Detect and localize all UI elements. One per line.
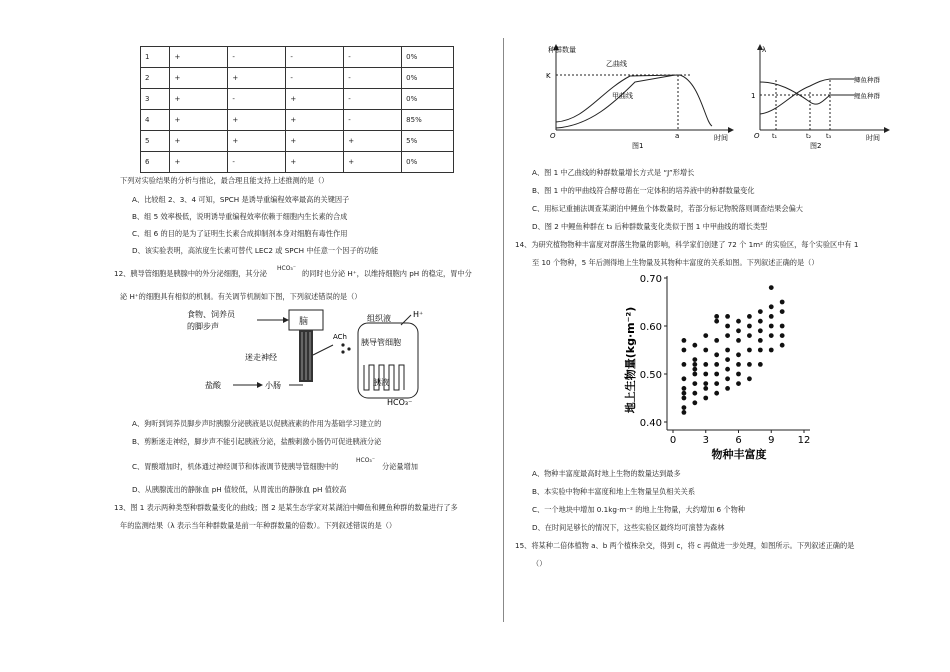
table-cell: 5% bbox=[402, 131, 454, 152]
table-cell: 2 bbox=[141, 68, 170, 89]
fig12-tissue: 组织液 bbox=[367, 314, 391, 323]
data-point bbox=[682, 376, 687, 381]
ach-dot bbox=[341, 350, 344, 353]
q14-line2: 至 10 个物种，5 年后测得地上生物量及其物种丰富度的关系如图。下列叙述正确的是（） bbox=[532, 258, 819, 267]
data-point bbox=[692, 362, 697, 367]
table-row bbox=[141, 68, 454, 89]
data-point bbox=[703, 348, 708, 353]
fig12-food: 食物、饲养员 bbox=[187, 310, 235, 319]
data-point bbox=[769, 285, 774, 290]
table-cell: + bbox=[228, 68, 286, 89]
y-tick-label: 0.50 bbox=[639, 370, 662, 381]
q11-option-c: C、组 6 的目的是为了证明生长素合成抑制剂本身对细胞有毒性作用 bbox=[132, 229, 348, 238]
fig12-juice: 胰液 bbox=[373, 378, 389, 387]
q12-option-c2: 分泌量增加 bbox=[382, 462, 418, 471]
data-point bbox=[714, 338, 719, 343]
q12-option-a: A、狗听到饲养员脚步声时胰腺分泌胰液是以促胰液素的作用为基础学习建立的 bbox=[132, 419, 382, 428]
q12-line1a: 12、胰导管细胞是胰腺中的外分泌细胞，其分泌 bbox=[114, 269, 267, 278]
data-point bbox=[736, 352, 741, 357]
table-row bbox=[141, 89, 454, 110]
data-point bbox=[682, 338, 687, 343]
fig12-hco3: HCO₃⁻ bbox=[387, 398, 413, 407]
q14-line1: 14、为研究植物物种丰富度对群落生物量的影响，科学家们创建了 72 个 1m² 的实验区，每个实验区中有 1 bbox=[515, 240, 859, 249]
data-point bbox=[692, 400, 697, 405]
data-point bbox=[692, 381, 697, 386]
data-point bbox=[758, 309, 763, 314]
table-cell: 5 bbox=[141, 131, 170, 152]
table-cell: + bbox=[170, 131, 228, 152]
table-cell: - bbox=[286, 47, 344, 68]
arrowhead-acid bbox=[257, 382, 263, 388]
data-point bbox=[769, 314, 774, 319]
q15-line1: 15、将某种二倍体植物 a、b 两个植株杂交，得到 c，将 c 再做进一步处理，如图所示。下列叙述正确的是 bbox=[515, 541, 855, 550]
table-cell: - bbox=[286, 68, 344, 89]
x-tick-label: 3 bbox=[702, 435, 709, 446]
q12-line2: 泌 H⁺的细胞具有相似的机制。有关调节机制如下图，下列叙述错误的是（） bbox=[120, 292, 362, 301]
data-point bbox=[780, 324, 785, 329]
y-tick-label: 0.70 bbox=[639, 274, 662, 285]
table-row bbox=[141, 110, 454, 131]
fig1-a: a bbox=[675, 132, 680, 140]
table-cell: 3 bbox=[141, 89, 170, 110]
fig2-ylabel: λ bbox=[762, 46, 767, 54]
data-point bbox=[725, 348, 730, 353]
table-cell: - bbox=[344, 68, 402, 89]
data-point bbox=[758, 348, 763, 353]
data-point bbox=[758, 362, 763, 367]
fig1-curve-a bbox=[556, 75, 675, 128]
data-point bbox=[725, 314, 730, 319]
table-cell: - bbox=[344, 110, 402, 131]
q15-line2: （） bbox=[532, 559, 547, 568]
q13-line1: 13、图 1 表示两种类型种群数量变化的曲线；图 2 是某生态学家对某湖泊中鲫鱼和鲤鱼种群的数量进行了多 bbox=[114, 503, 458, 512]
x-axis-label: 物种丰富度 bbox=[711, 448, 767, 461]
data-point bbox=[736, 372, 741, 377]
table-cell: + bbox=[286, 131, 344, 152]
y-tick-label: 0.60 bbox=[639, 322, 662, 333]
x-tick-label: 9 bbox=[768, 435, 775, 446]
data-point bbox=[780, 343, 785, 348]
table-cell: + bbox=[170, 47, 228, 68]
fig1-ylabel: 种群数量 bbox=[548, 46, 576, 54]
q11-option-d: D、该实验表明，高浓度生长素可替代 LEC2 或 SPCH 中任意一个因子的功能 bbox=[132, 246, 379, 255]
fig1-xlabel: 时间 bbox=[714, 134, 728, 142]
data-point bbox=[682, 348, 687, 353]
q14-option-b: B、本实验中物种丰富度和地上生物量呈负相关关系 bbox=[532, 487, 696, 496]
data-point bbox=[736, 338, 741, 343]
fig2-curve-carp bbox=[760, 82, 854, 104]
fig2-s1: 鲫鱼种群 bbox=[854, 76, 880, 84]
data-point bbox=[725, 333, 730, 338]
experiment-table bbox=[140, 46, 454, 173]
table-cell: - bbox=[344, 47, 402, 68]
fig2-one: 1 bbox=[751, 92, 756, 100]
table-row bbox=[141, 152, 454, 173]
data-point bbox=[714, 381, 719, 386]
fig12-footstep: 的脚步声 bbox=[187, 322, 219, 331]
data-point bbox=[714, 319, 719, 324]
arrow-to-cell bbox=[313, 345, 333, 355]
data-point bbox=[725, 376, 730, 381]
fig1-x-arrow bbox=[728, 127, 734, 133]
table-cell: + bbox=[286, 110, 344, 131]
table-cell: - bbox=[228, 152, 286, 173]
fig2-s2: 鲤鱼种群 bbox=[854, 92, 880, 100]
q12-option-b: B、剪断迷走神经，脚步声不能引起胰液分泌，盐酸刺激小肠仍可促进胰液分泌 bbox=[132, 437, 382, 446]
table-cell: + bbox=[228, 110, 286, 131]
table-cell: + bbox=[344, 131, 402, 152]
q13-option-b: B、图 1 中的甲曲线符合酵母菌在一定体积的培养液中的种群数量变化 bbox=[532, 186, 755, 195]
data-point bbox=[769, 348, 774, 353]
table-cell: - bbox=[228, 89, 286, 110]
table-cell: 0% bbox=[402, 47, 454, 68]
data-point bbox=[714, 362, 719, 367]
table-cell: + bbox=[286, 152, 344, 173]
table-cell: 85% bbox=[402, 110, 454, 131]
q14-option-d: D、在时间足够长的情况下，这些实验区最终均可演替为森林 bbox=[532, 523, 725, 532]
fig2-curve-crucian bbox=[760, 79, 854, 114]
q11-option-a: A、比较组 2、3、4 可知，SPCH 是诱导重编程效率最高的关键因子 bbox=[132, 195, 350, 204]
data-point bbox=[725, 324, 730, 329]
fig1-caption: 图1 bbox=[632, 142, 644, 150]
q14-option-c: C、一个地块中增加 0.1kg·m⁻² 的地上生物量，大约增加 6 个物种 bbox=[532, 505, 745, 514]
fig2-t2: t₂ bbox=[806, 132, 812, 140]
data-point bbox=[703, 381, 708, 386]
data-point bbox=[692, 391, 697, 396]
data-point bbox=[747, 333, 752, 338]
q13-option-c: C、用标记重捕法调查某湖泊中鲤鱼个体数量时，若部分标记物脱落则调查结果会偏大 bbox=[532, 204, 803, 213]
data-point bbox=[692, 357, 697, 362]
table-cell: 0% bbox=[402, 68, 454, 89]
data-point bbox=[692, 367, 697, 372]
data-point bbox=[780, 309, 785, 314]
table-cell: + bbox=[170, 89, 228, 110]
column-divider bbox=[503, 38, 504, 622]
table-cell: + bbox=[170, 68, 228, 89]
data-point bbox=[714, 391, 719, 396]
data-point bbox=[682, 386, 687, 391]
table-cell: - bbox=[344, 89, 402, 110]
data-point bbox=[736, 362, 741, 367]
data-point bbox=[703, 372, 708, 377]
table-cell: + bbox=[344, 152, 402, 173]
fig2-xlabel: 时间 bbox=[866, 134, 880, 142]
data-point bbox=[747, 348, 752, 353]
data-point bbox=[714, 372, 719, 377]
data-point bbox=[725, 386, 730, 391]
x-tick-label: 12 bbox=[797, 435, 811, 446]
data-point bbox=[758, 328, 763, 333]
hco3-inline-c: HCO₃⁻ bbox=[356, 457, 375, 464]
fig1-origin: O bbox=[550, 132, 556, 140]
data-point bbox=[758, 319, 763, 324]
table-row bbox=[141, 47, 454, 68]
figure-1 bbox=[540, 42, 740, 150]
data-point bbox=[769, 324, 774, 329]
table-cell: + bbox=[170, 152, 228, 173]
fig12-acid: 盐酸 bbox=[205, 381, 221, 390]
x-tick-label: 6 bbox=[735, 435, 742, 446]
q13-line2: 年的监测结果（λ 表示当年种群数量是前一年种群数量的倍数）。下列叙述错误的是（） bbox=[120, 521, 397, 530]
data-point bbox=[703, 396, 708, 401]
data-point bbox=[682, 405, 687, 410]
fig1-curve-b-label: 乙曲线 bbox=[606, 60, 627, 68]
data-point bbox=[736, 328, 741, 333]
data-point bbox=[736, 319, 741, 324]
data-point bbox=[714, 314, 719, 319]
q12-diagram bbox=[175, 305, 455, 408]
data-point bbox=[780, 333, 785, 338]
fig12-cell: 胰导管细胞 bbox=[361, 338, 401, 347]
data-point bbox=[682, 410, 687, 415]
biomass-scatter-chart bbox=[612, 268, 822, 464]
data-point bbox=[769, 333, 774, 338]
q13-option-d: D、图 2 中鲤鱼种群在 t₃ 后种群数量变化类似于图 1 中甲曲线的增长类型 bbox=[532, 222, 768, 231]
data-point bbox=[682, 362, 687, 367]
table-cell: + bbox=[170, 110, 228, 131]
fig1-k: K bbox=[546, 72, 551, 80]
data-point bbox=[747, 314, 752, 319]
data-point bbox=[703, 362, 708, 367]
data-point bbox=[714, 352, 719, 357]
data-point bbox=[703, 333, 708, 338]
y-tick-label: 0.40 bbox=[639, 418, 662, 429]
data-point bbox=[769, 304, 774, 309]
table-cell: 0% bbox=[402, 89, 454, 110]
data-point bbox=[682, 396, 687, 401]
fig2-origin: O bbox=[754, 132, 760, 140]
y-axis-label: 地上生物量(kg·m⁻²) bbox=[624, 306, 637, 414]
table-cell: - bbox=[228, 47, 286, 68]
data-point bbox=[747, 362, 752, 367]
q12-option-c1: C、胃酸增加时，机体通过神经调节和体液调节使胰导管细胞中的 bbox=[132, 462, 339, 471]
fig2-t3: t₃ bbox=[826, 132, 832, 140]
fig2-t1: t₁ bbox=[772, 132, 778, 140]
data-point bbox=[736, 381, 741, 386]
arrowhead-stimulus bbox=[283, 317, 289, 323]
table-cell: 4 bbox=[141, 110, 170, 131]
data-point bbox=[780, 300, 785, 305]
fig2-x-arrow bbox=[884, 127, 890, 133]
figure-2 bbox=[748, 42, 898, 150]
data-point bbox=[703, 386, 708, 391]
fig12-h: H⁺ bbox=[413, 310, 424, 319]
data-point bbox=[682, 391, 687, 396]
q11-option-b: B、组 5 效率极低，说明诱导重编程效率依赖于细胞内生长素的合成 bbox=[132, 212, 348, 221]
data-point bbox=[692, 343, 697, 348]
hco3-inline: HCO₃⁻ bbox=[277, 265, 296, 272]
fig12-brain: 脑 bbox=[299, 317, 309, 327]
data-point bbox=[725, 357, 730, 362]
q12-line1b: 的同时也分泌 H⁺，以维持细胞内 pH 的稳定，胃中分 bbox=[302, 269, 472, 278]
table-cell: 0% bbox=[402, 152, 454, 173]
table-cell: 6 bbox=[141, 152, 170, 173]
fig12-vagus: 迷走神经 bbox=[245, 353, 277, 362]
table-cell: 1 bbox=[141, 47, 170, 68]
fig1-curve-a-label: 甲曲线 bbox=[612, 92, 633, 100]
table-row bbox=[141, 131, 454, 152]
data-point bbox=[692, 372, 697, 377]
fig12-intestine: 小肠 bbox=[265, 381, 281, 390]
x-tick-label: 0 bbox=[669, 435, 677, 446]
q11-stem: 下列对实验结果的分析与推论，最合理且能支持上述推测的是（） bbox=[120, 176, 329, 185]
ach-dot bbox=[341, 343, 344, 346]
ach-dot bbox=[347, 347, 350, 350]
data-point bbox=[747, 376, 752, 381]
table-cell: + bbox=[228, 131, 286, 152]
data-point bbox=[725, 367, 730, 372]
fig2-caption: 图2 bbox=[810, 142, 822, 150]
fig12-ach: ACh bbox=[333, 333, 347, 341]
q14-option-a: A、物种丰富度最高时地上生物的数量达到最多 bbox=[532, 469, 681, 478]
data-point bbox=[758, 338, 763, 343]
data-point bbox=[747, 324, 752, 329]
q12-option-d: D、从胰腺流出的静脉血 pH 值较低，从胃流出的静脉血 pH 值较高 bbox=[132, 485, 347, 494]
q13-option-a: A、图 1 中乙曲线的种群数量增长方式是 “J”形增长 bbox=[532, 168, 695, 177]
table-cell: + bbox=[286, 89, 344, 110]
